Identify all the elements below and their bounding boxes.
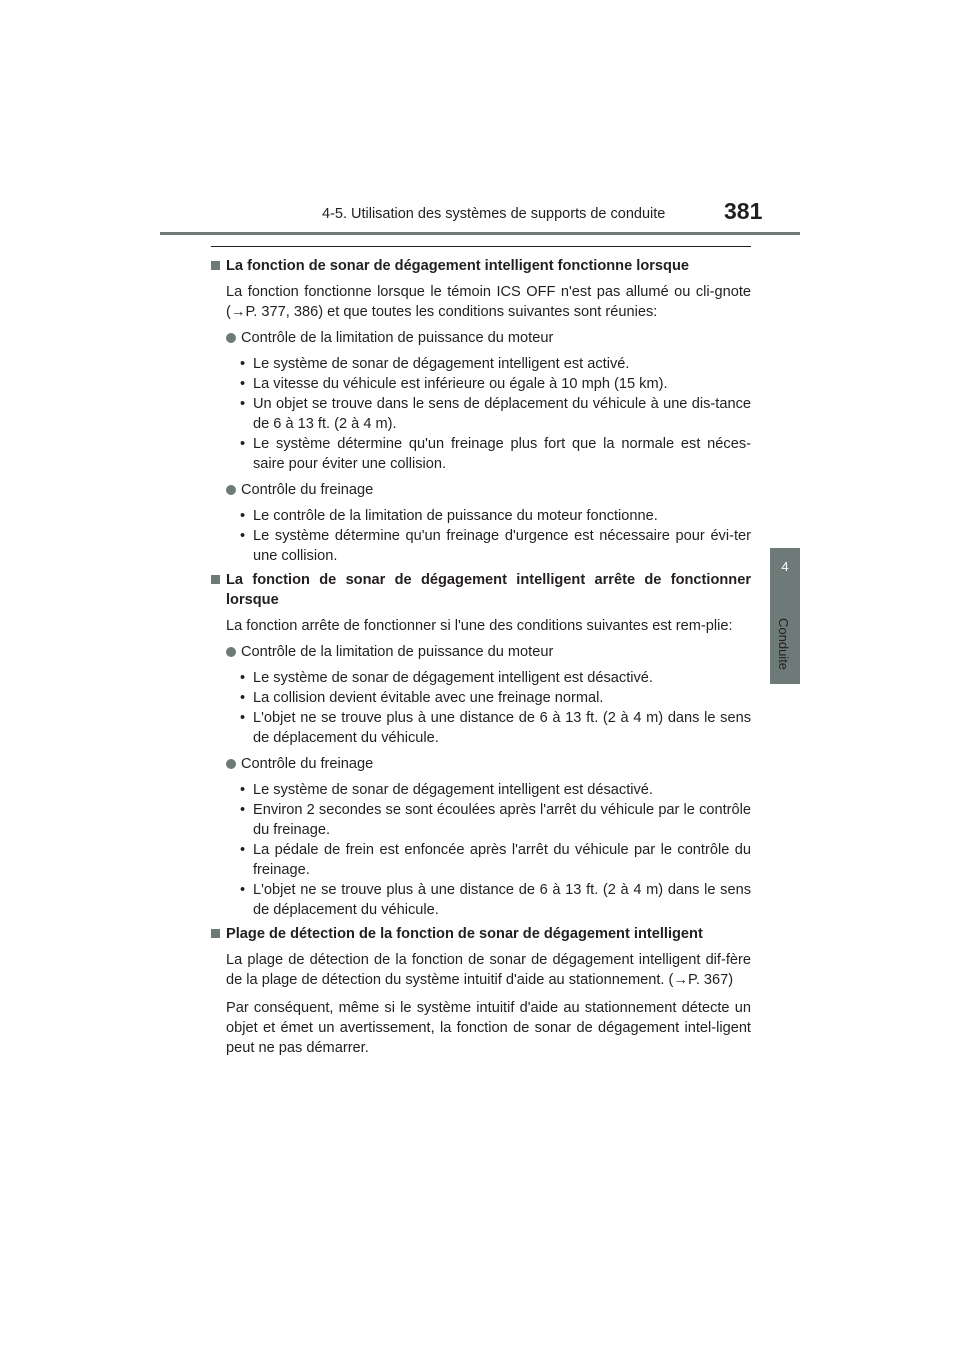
bullet-icon: •	[240, 710, 246, 726]
condition-group	[211, 480, 751, 566]
list-item	[211, 506, 751, 526]
paragraph: La fonction arrête de fonctionner si l'une des conditions suivantes est rem-plie:	[226, 618, 733, 634]
condition-group	[211, 642, 751, 748]
square-bullet-icon	[211, 261, 220, 270]
section	[211, 924, 751, 1058]
list-item	[211, 688, 751, 708]
list-item	[211, 780, 751, 800]
group-heading-text: Contrôle de la limitation de puissance du moteur	[241, 644, 554, 660]
bullet-icon: •	[240, 670, 246, 686]
list-item-text: La vitesse du véhicule est inférieure ou égale à 10 mph (15 km).	[253, 376, 668, 392]
group-heading-text: Contrôle du freinage	[241, 482, 374, 498]
running-header-section: 4-5. Utilisation des systèmes de supports de conduite	[322, 206, 666, 222]
list-item-text: Le système détermine qu'un freinage d'urgence est nécessaire pour évi-ter une collision.	[253, 528, 751, 564]
group-heading	[211, 328, 751, 348]
list-item	[211, 434, 751, 474]
list-item	[211, 354, 751, 374]
section-heading	[211, 924, 751, 944]
section-heading-text: Plage de détection de la fonction de sonar de dégagement intelligent	[226, 926, 703, 942]
round-bullet-icon	[226, 647, 236, 657]
list-item-text: Le système de sonar de dégagement intelligent est activé.	[253, 356, 630, 372]
list-item-text: La pédale de frein est enfoncée après l'arrêt du véhicule par le contrôle du freinage.	[253, 842, 751, 878]
list-item-text: Environ 2 secondes se sont écoulées après l'arrêt du véhicule par le contrôle du freinage.	[253, 802, 751, 838]
paragraph: La plage de détection de la fonction de sonar de dégagement intelligent dif-fère de la plage de détection du système intuitif d'aide au stationnement. (→P. 367)	[226, 952, 751, 988]
list-item	[211, 526, 751, 566]
list-item	[211, 880, 751, 920]
square-bullet-icon	[211, 575, 220, 584]
bullet-icon: •	[240, 690, 246, 706]
round-bullet-icon	[226, 485, 236, 495]
list-item	[211, 840, 751, 880]
header-rule	[160, 232, 800, 235]
group-heading	[211, 480, 751, 500]
bullet-icon: •	[240, 782, 246, 798]
condition-group	[211, 754, 751, 920]
list-item-text: Le système de sonar de dégagement intelligent est désactivé.	[253, 782, 653, 798]
bullet-icon: •	[240, 436, 246, 452]
group-heading-text: Contrôle du freinage	[241, 756, 374, 772]
bullet-icon: •	[240, 528, 246, 544]
section-top-rule	[211, 246, 751, 247]
bullet-icon: •	[240, 842, 246, 858]
round-bullet-icon	[226, 333, 236, 343]
list-item	[211, 394, 751, 434]
group-heading	[211, 754, 751, 774]
list-item	[211, 708, 751, 748]
section-heading	[211, 256, 751, 276]
list-item-text: La collision devient évitable avec une freinage normal.	[253, 690, 604, 706]
group-heading	[211, 642, 751, 662]
section	[211, 570, 751, 920]
round-bullet-icon	[226, 759, 236, 769]
list-item-text: Le contrôle de la limitation de puissance du moteur fonctionne.	[253, 508, 658, 524]
list-item-text: L'objet ne se trouve plus à une distance de 6 à 13 ft. (2 à 4 m) dans le sens de déplacement du véhicule.	[253, 882, 751, 918]
page-number: 381	[724, 198, 763, 224]
condition-group	[211, 328, 751, 474]
list-item-text: L'objet ne se trouve plus à une distance de 6 à 13 ft. (2 à 4 m) dans le sens de déplacement du véhicule.	[253, 710, 751, 746]
paragraph: La fonction fonctionne lorsque le témoin ICS OFF n'est pas allumé ou cli-gnote (→P. 377, 386) et que toutes les conditions suivantes sont réunies:	[226, 284, 751, 320]
list-item	[211, 668, 751, 688]
group-heading-text: Contrôle de la limitation de puissance du moteur	[241, 330, 554, 346]
list-item-text: Le système de sonar de dégagement intelligent est désactivé.	[253, 670, 653, 686]
list-item-text: Le système détermine qu'un freinage plus fort que la normale est néces-saire pour éviter une collision.	[253, 436, 751, 472]
square-bullet-icon	[211, 929, 220, 938]
bullet-icon: •	[240, 396, 246, 412]
bullet-icon: •	[240, 508, 246, 524]
section-heading-text: La fonction de sonar de dégagement intelligent arrête de fonctionner lorsque	[226, 572, 751, 608]
page-content	[211, 256, 751, 1058]
list-item	[211, 374, 751, 394]
list-item	[211, 800, 751, 840]
bullet-icon: •	[240, 376, 246, 392]
bullet-icon: •	[240, 882, 246, 898]
list-item-text: Un objet se trouve dans le sens de déplacement du véhicule à une dis-tance de 6 à 13 ft. (2 à 4 m).	[253, 396, 751, 432]
chapter-tab-label: Conduite	[776, 618, 791, 671]
bullet-icon: •	[240, 356, 246, 372]
bullet-icon: •	[240, 802, 246, 818]
paragraph: Par conséquent, même si le système intuitif d'aide au stationnement détecte un objet et émet un avertissement, la fonction de sonar de dégagement intel-ligent peut ne pas démarrer.	[226, 1000, 751, 1056]
section-heading	[211, 570, 751, 610]
section-heading-text: La fonction de sonar de dégagement intelligent fonctionne lorsque	[226, 258, 689, 274]
chapter-tab[interactable]: 4	[770, 548, 800, 584]
section	[211, 256, 751, 566]
